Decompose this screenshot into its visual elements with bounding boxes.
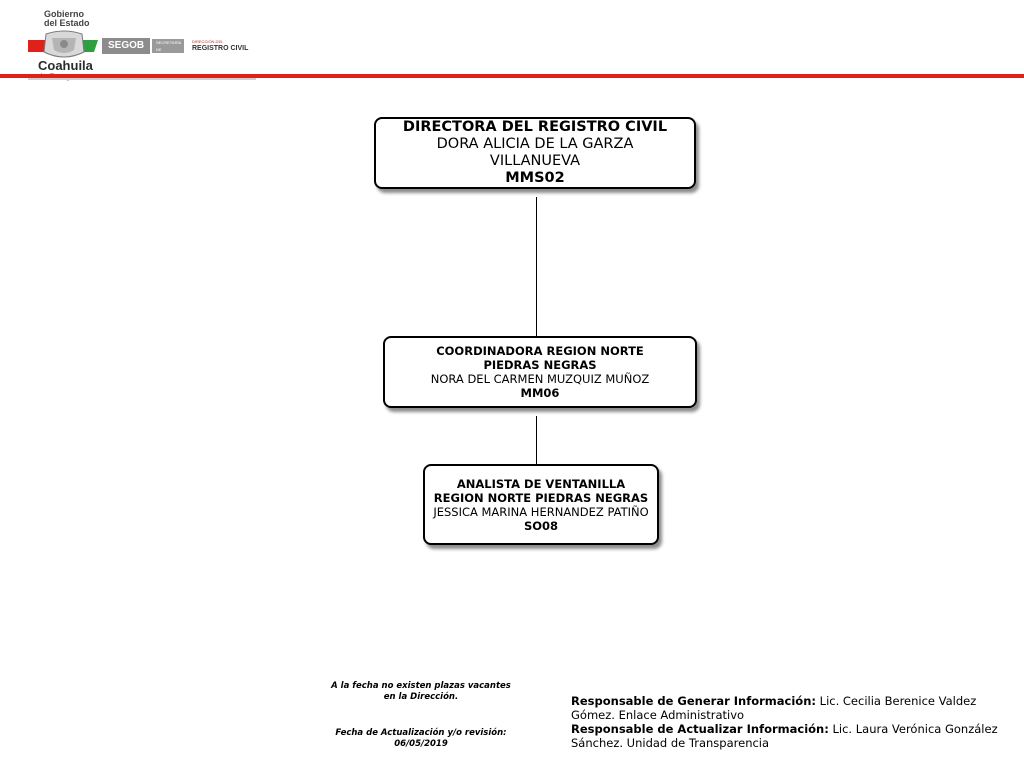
director-name-line1: DORA ALICIA DE LA GARZA — [436, 136, 634, 152]
logo-line2: del Estado — [44, 18, 90, 28]
logo-state-name: Coahuila — [38, 58, 93, 73]
responsables-block — [571, 694, 1011, 750]
secretaria-label: SECRETARÍA DE GOBIERNO — [152, 39, 184, 53]
logo-line1: Gobierno — [44, 9, 84, 19]
coordinator-title-line1: COORDINADORA REGION NORTE — [436, 344, 644, 358]
vacancies-note — [316, 681, 526, 703]
state-seal-icon — [38, 30, 90, 60]
update-label: Fecha de Actualización y/o revisión: — [335, 728, 507, 738]
connector-coordinator-analyst — [536, 416, 537, 464]
analyst-code: SO08 — [523, 518, 559, 533]
direccion-small-label: DIRECCIÓN DEL — [192, 39, 224, 44]
segob-label: SEGOB — [102, 38, 150, 54]
director-name-line2: VILLANUEVA — [489, 153, 581, 169]
analyst-name: JESSICA MARINA HERNANDEZ PATIÑO — [433, 504, 649, 519]
gen-value-1: Lic. Cecilia Berenice Valdez — [816, 694, 977, 708]
vacancies-line1: A la fecha no existen plazas vacantes — [331, 681, 511, 691]
coordinator-name: NORA DEL CARMEN MUZQUIZ MUÑOZ — [430, 372, 650, 386]
org-node-coordinator — [383, 336, 697, 408]
gen-value-2: Gómez. Enlace Administrativo — [571, 708, 745, 722]
vacancies-line2: en la Dirección. — [383, 692, 459, 702]
connector-director-coordinator — [536, 197, 537, 336]
coordinator-title-line2: PIEDRAS NEGRAS — [483, 358, 597, 372]
header-gray-rule — [28, 78, 256, 80]
org-node-analyst — [423, 464, 659, 545]
logo-gobierno-text — [44, 10, 90, 28]
gen-label: Responsable de Generar Información: — [571, 694, 816, 708]
direccion-label: REGISTRO CIVIL — [192, 45, 249, 52]
responsable-actualizar — [571, 722, 1011, 736]
coordinator-code: MM06 — [520, 386, 560, 400]
org-node-director — [374, 117, 696, 189]
upd-value-2: Sánchez. Unidad de Transparencia — [571, 736, 770, 750]
analyst-title-line2: REGION NORTE PIEDRAS NEGRAS — [433, 490, 649, 505]
update-date: 06/05/2019 — [394, 739, 448, 749]
director-code: MMS02 — [505, 170, 565, 186]
analyst-title-line1: ANALISTA DE VENTANILLA — [456, 476, 626, 491]
upd-value-1: Lic. Laura Verónica González — [828, 722, 998, 736]
director-title: DIRECTORA DEL REGISTRO CIVIL — [402, 119, 668, 135]
update-note — [316, 728, 526, 750]
upd-label: Responsable de Actualizar Información: — [571, 722, 829, 736]
responsable-generar — [571, 694, 1011, 708]
header — [0, 0, 1024, 80]
government-logo — [28, 8, 258, 78]
